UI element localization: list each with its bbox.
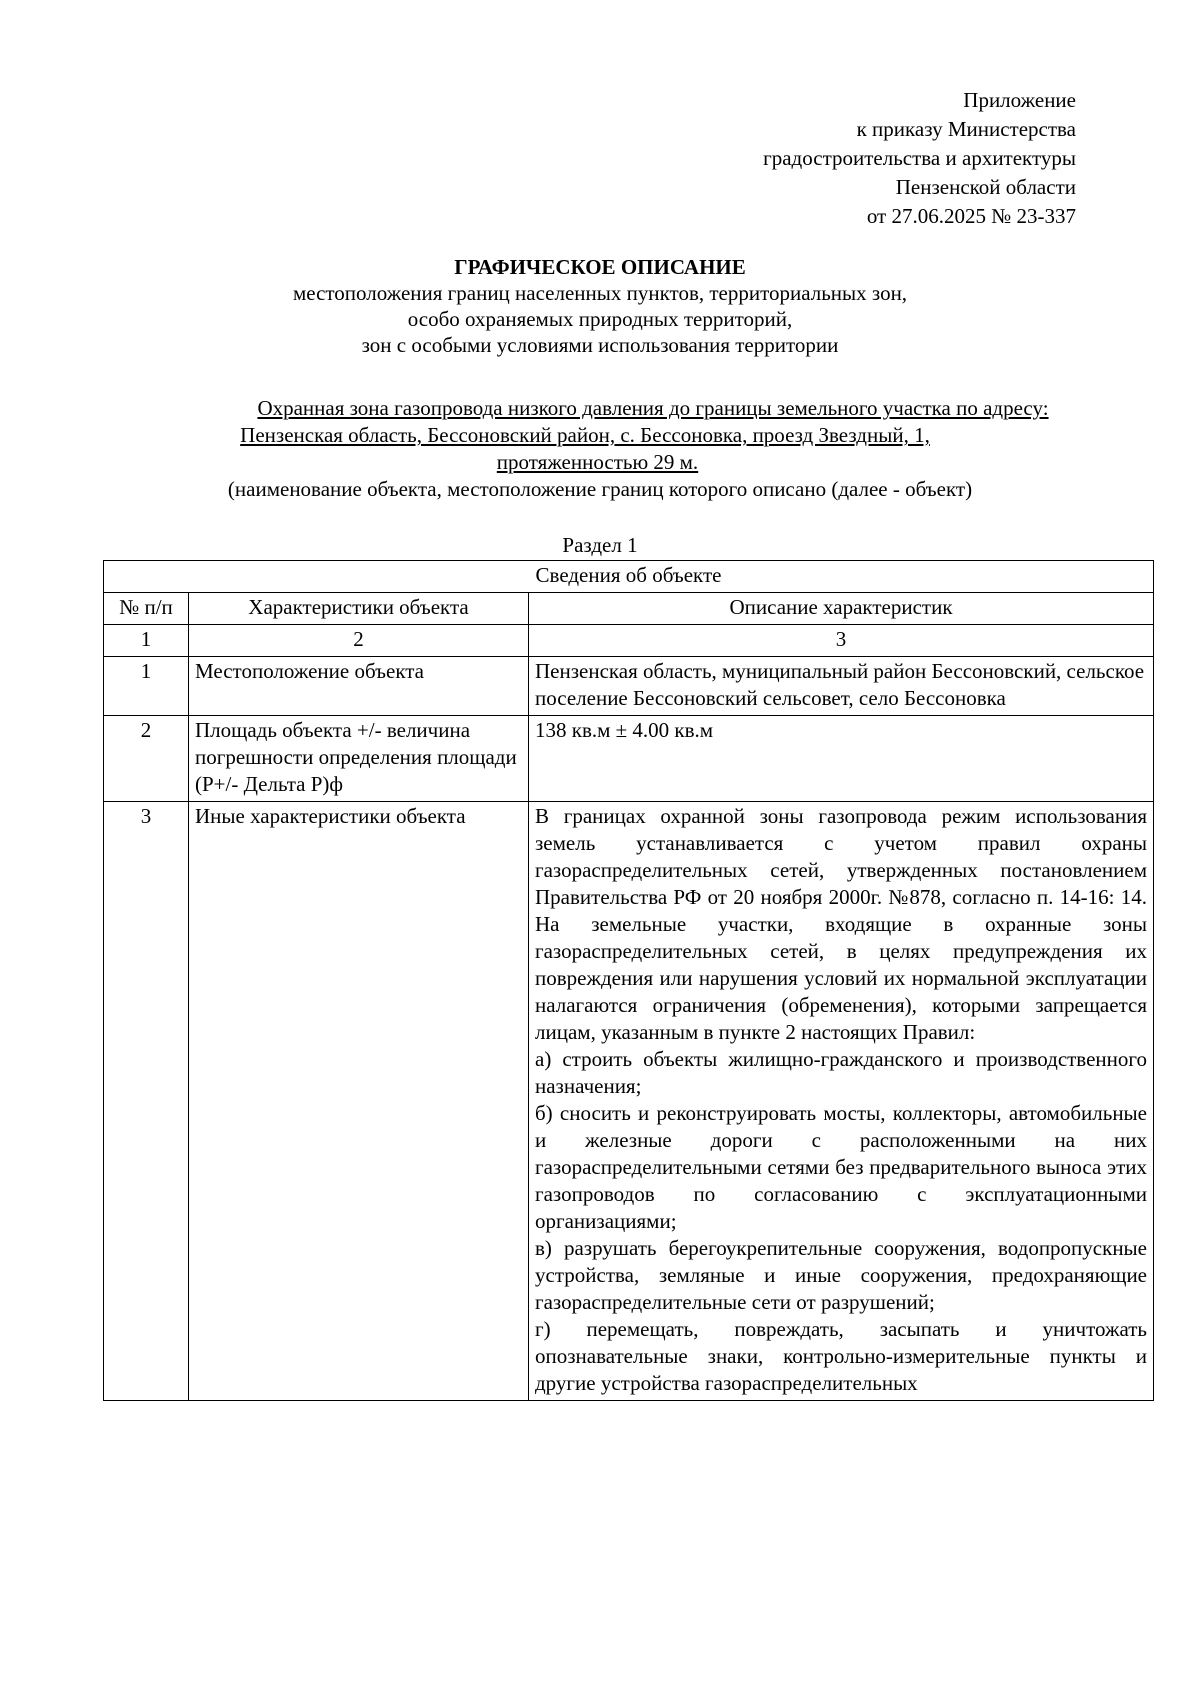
appendix-line: Пензенской области <box>895 175 1076 199</box>
column-number: 3 <box>529 625 1154 657</box>
row-characteristic: Местоположение объекта <box>189 657 529 716</box>
table-row <box>104 657 1154 716</box>
appendix-line: от 27.06.2025 № 23-337 <box>866 204 1076 228</box>
object-name-line: Пензенская область, Бессоновский район, с. Бессоновка, проезд Звездный, 1, <box>240 423 930 447</box>
row-number: 3 <box>104 802 189 1401</box>
appendix-line: к приказу Министерства <box>856 117 1076 141</box>
description-paragraph: В границах охранной зоны газопровода режим использования земель устанавливается с учетом правил охраны газораспределительных сетей, утвержденных постановлением Правительства РФ от 20 ноября 2000г. №878, согласно п. 14-16: 14. На земельные участки, входящие в охранные зоны газораспределительных сетей, в целях предупреждения их повреждения или нарушения условий их нормальной эксплуатации налагаются ограничения (обременения), которыми запрещается лицам, указанным в пункте 2 настоящих Правил: <box>535 804 1147 1044</box>
document-title: ГРАФИЧЕСКОЕ ОПИСАНИЕ <box>454 255 746 279</box>
description-paragraph: б) сносить и реконструировать мосты, коллекторы, автомобильные и железные дороги с расположенными на них газораспределительными сетями без предварительного выноса этих газопроводов по согласованию с эксплуатационными организациями; <box>535 1101 1147 1233</box>
object-info-table <box>103 560 1154 1401</box>
title-line: особо охраняемых природных территорий, <box>407 307 793 331</box>
object-name-line: Охранная зона газопровода низкого давления до границы земельного участка по адресу: <box>257 396 1049 420</box>
row-description: 138 кв.м ± 4.00 кв.м <box>529 716 1154 802</box>
object-name-line: протяженностью 29 м. <box>496 450 699 474</box>
description-paragraph: в) разрушать берегоукрепительные сооружения, водопропускные устройства, земляные и иные сооружения, предохраняющие газораспределительные сети от разрушений; <box>535 1236 1147 1314</box>
table-header-row <box>104 593 1154 625</box>
document-title-block <box>96 254 1104 358</box>
header-characteristics: Характеристики объекта <box>189 593 529 625</box>
table-row <box>104 716 1154 802</box>
column-number: 1 <box>104 625 189 657</box>
description-paragraph: г) перемещать, повреждать, засыпать и уничтожать опознавательные знаки, контрольно-измерительные пункты и другие устройства газораспределительных <box>535 1317 1147 1395</box>
appendix-header <box>763 86 1076 231</box>
object-caption: (наименование объекта, местоположение границ которого описано (далее - объект) <box>227 477 973 501</box>
column-number-row <box>104 625 1154 657</box>
title-line: местоположения границ населенных пунктов, территориальных зон, <box>292 281 908 305</box>
row-description <box>529 802 1154 1401</box>
appendix-line: Приложение <box>963 88 1076 112</box>
row-number: 2 <box>104 716 189 802</box>
section-label: Раздел 1 <box>562 533 638 557</box>
object-description <box>96 395 1104 503</box>
row-number: 1 <box>104 657 189 716</box>
appendix-line: градостроительства и архитектуры <box>763 146 1076 170</box>
header-number: № п/п <box>104 593 189 625</box>
row-description: Пензенская область, муниципальный район Бессоновский, сельское поселение Бессоновский сельсовет, село Бессоновка <box>529 657 1154 716</box>
row-characteristic: Иные характеристики объекта <box>189 802 529 1401</box>
row-characteristic: Площадь объекта +/- величина погрешности определения площади (P+/- Дельта P)ф <box>189 716 529 802</box>
table-title: Сведения об объекте <box>104 561 1154 593</box>
table-title-row <box>104 561 1154 593</box>
description-paragraph: а) строить объекты жилищно-гражданского и производственного назначения; <box>535 1047 1147 1098</box>
column-number: 2 <box>189 625 529 657</box>
title-line: зон с особыми условиями использования территории <box>361 333 839 357</box>
header-description: Описание характеристик <box>529 593 1154 625</box>
table-row <box>104 802 1154 1401</box>
